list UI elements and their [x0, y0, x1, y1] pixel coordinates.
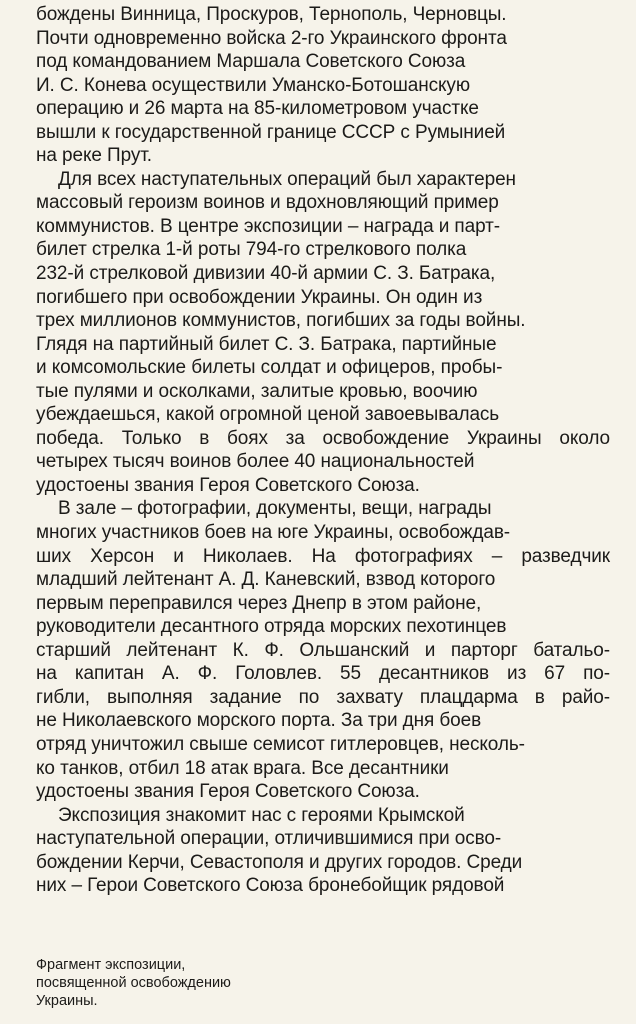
- text-line: бождены Винница, Проскуров, Тернополь, Черновцы.: [36, 4, 507, 25]
- image-caption: [36, 956, 336, 1010]
- text-line: ших Херсон и Николаев. На фотографиях – разведчик: [36, 545, 610, 567]
- text-line: и комсомольские билеты солдат и офицеров, пробы-: [36, 357, 503, 379]
- text-line: не Николаевского морского порта. За три дня боев: [36, 710, 482, 732]
- text-line: бождении Керчи, Севастополя и других городов. Среди: [36, 851, 523, 873]
- text-line: 232-й стрелковой дивизии 40-й армии С. З. Батрака,: [36, 263, 496, 285]
- text-line: отряд уничтожил свыше семисот гитлеровцев, несколь-: [36, 733, 525, 755]
- text-line: удостоены звания Героя Советского Союза.: [36, 474, 420, 496]
- text-line: старший лейтенант К. Ф. Ольшанский и парторг батальо-: [36, 639, 610, 661]
- text-line: Почти одновременно войска 2-го Украинского фронта: [36, 27, 507, 49]
- paragraph-start-line: Для всех наступательных операций был характерен: [58, 168, 516, 190]
- text-line: младший лейтенант А. Д. Каневский, взвод которого: [36, 569, 496, 591]
- caption-line: Украины.: [36, 993, 98, 1009]
- paragraph-start-line: В зале – фотографии, документы, вещи, награды: [58, 498, 492, 520]
- text-line: погибшего при освобождении Украины. Он один из: [36, 286, 483, 308]
- text-line: первым переправился через Днепр в этом районе,: [36, 592, 482, 614]
- text-line: на капитан А. Ф. Головлев. 55 десантников из 67 по-: [36, 663, 610, 685]
- text-line: победа. Только в боях за освобождение Украины около: [36, 427, 610, 449]
- text-line: гибли, выполняя задание по захвату плацдарма в райо-: [36, 686, 610, 708]
- text-line: наступательной операции, отличившимися при осво-: [36, 828, 502, 850]
- text-line: вышли к государственной границе СССР с Румынией: [36, 121, 506, 143]
- caption-line: посвященной освобождению: [36, 975, 231, 991]
- text-line: них – Герои Советского Союза бронебойщик рядовой: [36, 875, 505, 897]
- text-line: убеждаешься, какой огромной ценой завоевывалась: [36, 404, 500, 426]
- paragraph-start-line: Экспозиция знакомит нас с героями Крымской: [58, 804, 465, 826]
- text-line: под командованием Маршала Советского Союза: [36, 51, 466, 73]
- text-line: билет стрелка 1-й роты 794-го стрелкового полка: [36, 239, 467, 261]
- text-line: на реке Прут.: [36, 145, 152, 167]
- text-line: ко танков, отбил 18 атак врага. Все десантники: [36, 757, 449, 779]
- caption-line: Фрагмент экспозиции,: [36, 957, 186, 973]
- text-line: руководители десантного отряда морских пехотинцев: [36, 616, 507, 638]
- text-line: массовый героизм воинов и вдохновляющий пример: [36, 192, 499, 214]
- text-line: коммунистов. В центре экспозиции – награда и парт-: [36, 215, 500, 237]
- body-text: [36, 3, 610, 898]
- text-line: трех миллионов коммунистов, погибших за годы войны.: [36, 310, 526, 332]
- text-line: операцию и 26 марта на 85-километровом участке: [36, 98, 479, 120]
- text-line: удостоены звания Героя Советского Союза.: [36, 781, 420, 803]
- text-line: Глядя на партийный билет С. З. Батрака, партийные: [36, 333, 497, 355]
- text-line: четырех тысяч воинов более 40 национальностей: [36, 451, 475, 473]
- text-line: тые пулями и осколками, залитые кровью, воочию: [36, 380, 478, 402]
- text-line: многих участников боев на юге Украины, освобождав-: [36, 522, 511, 544]
- text-line: И. С. Конева осуществили Уманско-Ботошанскую: [36, 74, 470, 96]
